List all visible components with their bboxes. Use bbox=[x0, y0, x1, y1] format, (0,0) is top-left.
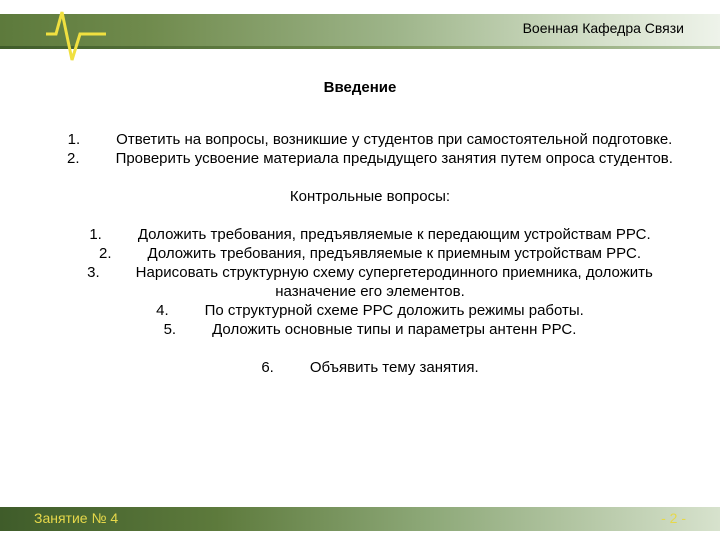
header-divider bbox=[0, 46, 720, 49]
header-title: Военная Кафедра Связи bbox=[522, 20, 684, 36]
list-item bbox=[60, 244, 680, 263]
item-text: По структурной схеме РРС доложить режимы работы. bbox=[204, 302, 584, 319]
list-item bbox=[60, 225, 680, 244]
item-number: 2. bbox=[98, 245, 112, 262]
page-number: - 2 - bbox=[661, 510, 686, 526]
list-item bbox=[60, 149, 680, 168]
control-questions-heading: Контрольные вопросы: bbox=[289, 188, 451, 205]
item-number: 3. bbox=[87, 264, 100, 281]
list-item bbox=[60, 301, 680, 320]
item-number: 5. bbox=[163, 321, 177, 338]
item-number: 6. bbox=[261, 359, 274, 376]
list-item bbox=[60, 358, 680, 377]
item-number: 2. bbox=[67, 150, 80, 167]
item-text: Доложить требования, предъявляемые к приемным устройствам РРС. bbox=[147, 245, 641, 262]
waveform-icon bbox=[46, 4, 106, 64]
item-text: Объявить тему занятия. bbox=[309, 359, 479, 376]
item-text: Доложить требования, предъявляемые к передающим устройствам РРС. bbox=[137, 226, 651, 243]
item-text: Нарисовать структурную схему супергетеродинного приемника, доложить назначение его элементов. bbox=[135, 264, 653, 300]
item-number: 1. bbox=[67, 131, 81, 148]
list-item bbox=[60, 320, 680, 339]
item-number: 4. bbox=[156, 302, 169, 319]
item-number: 1. bbox=[89, 226, 102, 243]
lesson-label: Занятие № 4 bbox=[34, 510, 119, 526]
spacer bbox=[60, 168, 680, 187]
item-text: Доложить основные типы и параметры антенн РРС. bbox=[212, 321, 577, 338]
content-body bbox=[60, 130, 680, 377]
item-text: Проверить усвоение материала предыдущего занятия путем опроса студентов. bbox=[115, 150, 673, 167]
slide-heading: Введение bbox=[323, 79, 397, 96]
spacer bbox=[60, 206, 680, 225]
list-item bbox=[60, 130, 680, 149]
item-text: Ответить на вопросы, возникшие у студентов при самостоятельной подготовке. bbox=[116, 131, 673, 148]
list-item bbox=[60, 263, 680, 301]
spacer bbox=[60, 339, 680, 358]
